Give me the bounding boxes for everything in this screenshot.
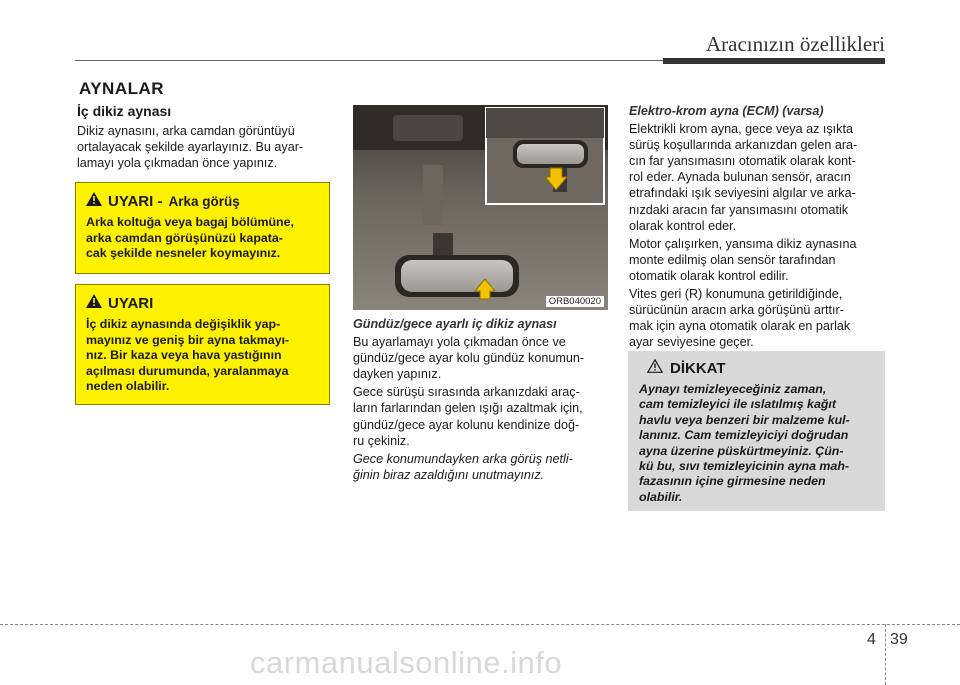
left-column [77,103,330,171]
caution-body: Aynayı temizleyeceğiniz zaman, cam temizleyici ile ıslatılmış kağıt havlu veya benzeri bir malzeme kul- lanınız. Cam temizleyiciyi doğrudan ayna üzerine püskürtmeyiniz. Çün- kü bu, sıvı temizleyicinin ayna mah- fazasının içine girmesine neden olabilir. [639,382,850,504]
middle-para-1: Bu ayarlamayı yola çıkmadan önce ve gündüz/gece ayar kolu gündüz konumun- dayken yapınız. [353,335,585,382]
warning-subtitle: Arka görüş [168,194,240,209]
left-heading: İç dikiz aynası [77,103,172,119]
right-para-2: Motor çalışırken, yansıma dikiz aynasına monte edilmiş olan sensör tarafından otomatik olarak kontrol edilir. [629,236,857,283]
header-bar [663,58,885,64]
footer-divider [885,624,886,685]
warning-triangle-icon [86,192,102,211]
caution-title: DİKKAT [670,360,726,377]
ecm-heading: Elektro-krom ayna (ECM) (varsa) [629,104,824,118]
rearview-mirror-photo [353,105,608,310]
left-intro: Dikiz aynasını, arka camdan görüntüyü ortalayacak şekilde ayarlayınız. Bu ayar- lamayı yola çıkmadan önce yapınız. [77,124,304,171]
warning-body: Arka koltuğa veya bagaj bölümüne, arka camdan görüşünüzü kapata- cak şekilde nesneler koymayınız. [86,215,294,260]
warning-title: UYARI [108,295,154,312]
watermark: carmanualsonline.info [250,645,563,680]
middle-column [353,316,608,483]
warning-title: UYARI - [108,193,163,210]
warning-box-rear-view [75,182,330,274]
caution-box [628,351,885,511]
middle-para-2: Gece sürüşü sırasında arkanızdaki araç- ların farlarından gelen ışığı azaltmak için, gündüz/gece ayar kolunu kendinize doğ- ru çekiniz. [353,385,583,448]
footer-rule [0,624,960,625]
right-para-3: Vites geri (R) konumuna getirildiğinde, sürücünün aracın arka görüşünü arttır- mak için ayna otomatik olarak en parlak ayar seviyesine geçer. [629,287,851,350]
right-para-1: Elektrikli krom ayna, gece veya az ışıkta sürüş koşullarında arkanızdan gelen ara- cın far yansımasını otomatik olarak kont- rol eder. Aynada bulunan sensör, aracın etrafındaki ışık seviyesini algılar ve arka- nızdaki aracın far yansımasını otomatik olarak kontrol eder. [629,122,858,233]
section-title: AYNALAR [79,79,165,98]
warning-box-mirror [75,284,330,405]
page-number: 39 [890,631,908,648]
warning-triangle-icon [86,294,102,313]
image-caption: ORB040020 [546,296,604,307]
right-column [629,103,884,350]
chapter-title: Aracınızın özellikleri [705,32,885,56]
chapter-number: 4 [867,631,876,648]
middle-para-3: Gece konumundayken arka görüş netli- ğinin biraz azaldığını unutmayınız. [353,451,573,482]
warning-body: İç dikiz aynasında değişiklik yap- mayınız ve geniş bir ayna takmayı- nız. Bir kaza veya hava yastığının açılması durumunda, yaralanmaya neden olabilir. [86,317,290,393]
caution-triangle-icon [647,359,663,378]
day-night-heading: Gündüz/gece ayarlı iç dikiz aynası [353,317,557,331]
